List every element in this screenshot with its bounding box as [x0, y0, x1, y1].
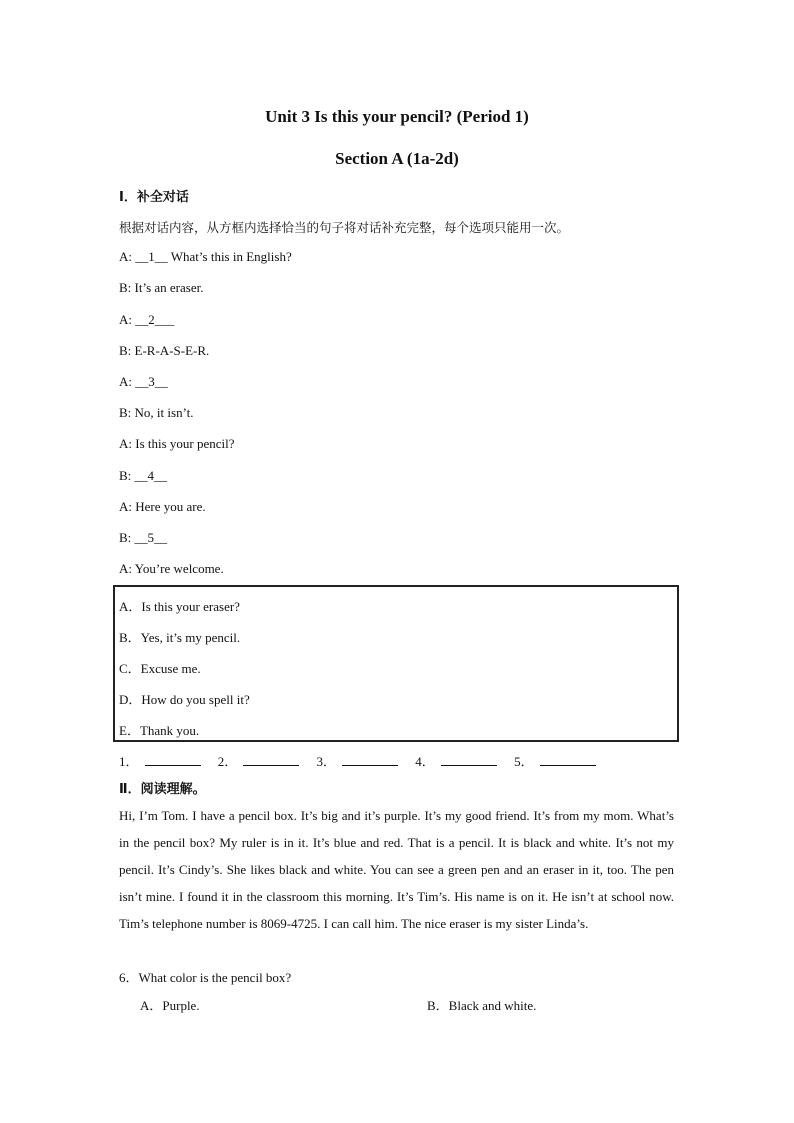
section-1-heading: Ⅰ．补全对话: [119, 190, 189, 205]
page-subtitle: Section A (1a-2d): [335, 149, 459, 168]
dialogue-line: A: __3__: [119, 374, 168, 389]
dialogue-line: A: Is this your pencil?: [119, 436, 235, 451]
dialogue-line: B: It’s an eraser.: [119, 280, 204, 295]
choice-a: A．Purple.: [140, 998, 200, 1013]
reading-passage: Hi, I’m Tom. I have a pencil box. It’s big and it’s purple. It’s my good friend. It’s from my mom. What’s in the pencil box? My ruler is in it. It’s blue and red. That is a pencil. It is black and white. It’s not my pencil. It’s Cindy’s. She likes black and white. You can see a green pen and an eraser in it, too. The pen isn’t mine. I found it in the classroom this morning. It’s Tim’s. His name is on it. He isn’t at school now. Tim’s telephone number is 8069-4725. I can call him. The nice eraser is my sister Linda’s.: [119, 808, 674, 931]
answer-blank-3[interactable]: [317, 751, 399, 770]
dialogue-line: B: __4__: [119, 468, 168, 483]
answer-blank-number: 4．: [415, 754, 435, 769]
choice-b: B．Black and white.: [427, 998, 537, 1013]
dialogue-line: A: __1__ What’s this in English?: [119, 249, 292, 264]
option-a: A．Is this your eraser?: [119, 599, 240, 614]
answer-blank-number: 1．: [119, 754, 139, 769]
answer-blank-1[interactable]: [119, 751, 201, 770]
dialogue-line: B: __5__: [119, 530, 168, 545]
question-6: 6．What color is the pencil box?: [119, 970, 292, 985]
answer-blank-5[interactable]: [514, 751, 596, 770]
page-title: Unit 3 Is this your pencil? (Period 1): [265, 107, 529, 126]
option-b: B．Yes, it’s my pencil.: [119, 630, 241, 645]
dialogue-line: B: E-R-A-S-E-R.: [119, 343, 210, 358]
answer-blank-number: 3．: [316, 754, 337, 769]
answer-blanks: [119, 751, 610, 770]
option-e: E．Thank you.: [119, 723, 200, 738]
answer-blank-number: 5．: [514, 754, 534, 769]
dialogue-line: B: No, it isn’t.: [119, 405, 194, 420]
answer-blank-number: 2．: [217, 754, 238, 769]
section-1-instruction: 根据对话内容，从方框内选择恰当的句子将对话补充完整，每个选项只能用一次。: [119, 220, 570, 235]
answer-blank-4[interactable]: [415, 751, 497, 770]
answer-blank-2[interactable]: [218, 751, 300, 770]
option-d: D．How do you spell it?: [119, 692, 250, 707]
section-2-heading: Ⅱ．阅读理解。: [119, 782, 206, 797]
dialogue-line: A: Here you are.: [119, 499, 206, 514]
option-c: C．Excuse me.: [119, 661, 201, 676]
dialogue-line: A: You’re welcome.: [119, 561, 224, 576]
dialogue-line: A: __2___: [119, 312, 175, 327]
